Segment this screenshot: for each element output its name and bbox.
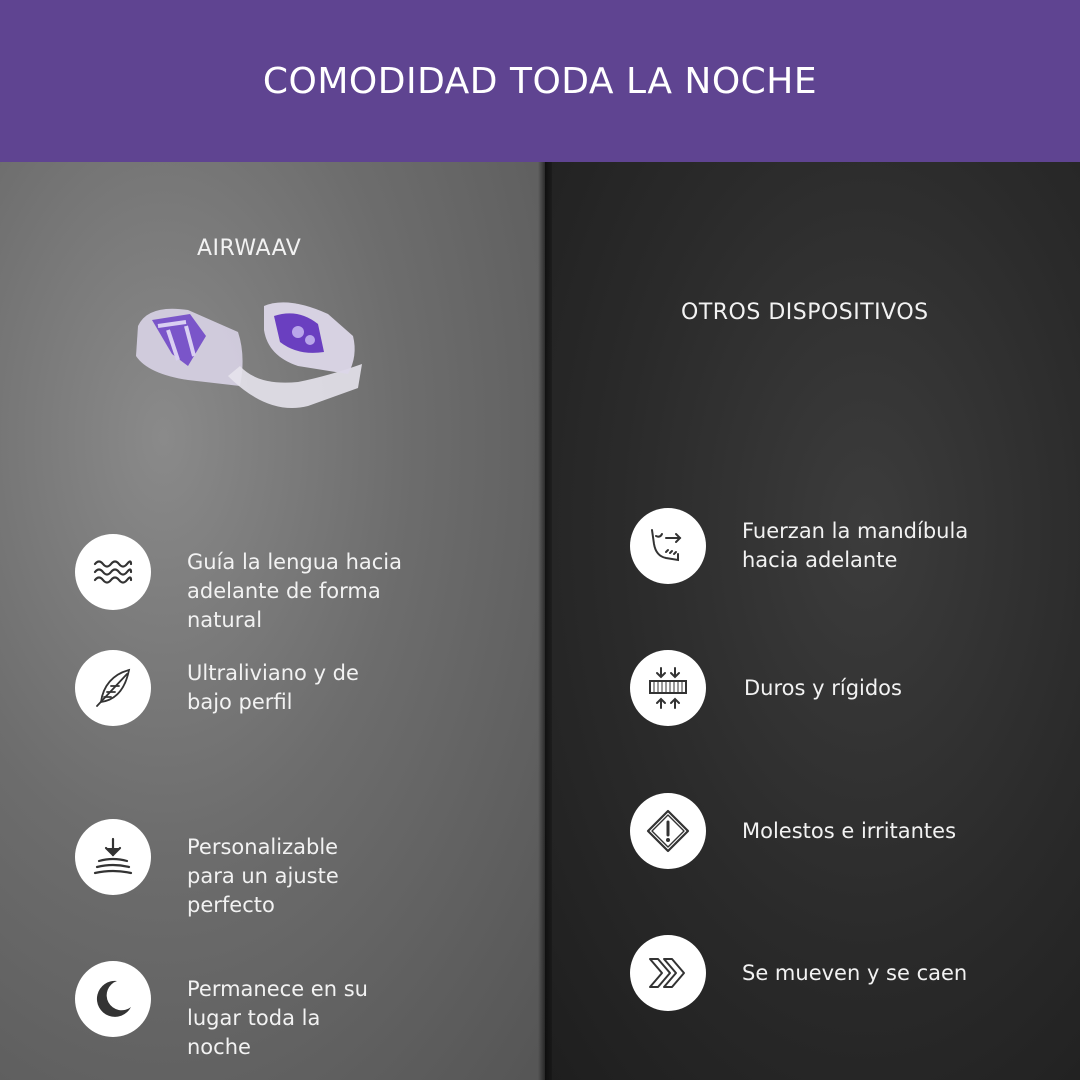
compression-icon (630, 650, 706, 726)
feature-item (75, 650, 387, 726)
other-devices-title: OTROS DISPOSITIVOS (681, 300, 929, 325)
double-chevron-icon (630, 935, 706, 1011)
feature-item (75, 793, 387, 920)
airwaav-device-image (128, 296, 378, 436)
feature-text: Duros y rígidos (744, 675, 902, 700)
feature-text: Ultraliviano y de bajo perfil (187, 661, 359, 714)
feature-item (630, 508, 982, 584)
feature-text: Molestos e irritantes (742, 818, 957, 843)
feature-item (75, 935, 387, 1062)
waves-icon (75, 534, 151, 610)
download-layers-icon (75, 819, 151, 895)
feature-text: Fuerzan la mandíbula hacia adelante (742, 519, 969, 572)
header-banner (0, 0, 1080, 162)
panel-divider (538, 162, 552, 1080)
moon-icon (75, 961, 151, 1037)
jaw-forward-icon (630, 508, 706, 584)
feature-text: Personalizable para un ajuste perfecto (187, 835, 339, 917)
feature-item (630, 793, 1002, 869)
airwaav-title: AIRWAAV (197, 236, 302, 261)
feature-text: Se mueven y se caen (742, 960, 968, 985)
feature-item (630, 935, 1002, 1011)
feature-item (630, 650, 984, 726)
feather-icon (75, 650, 151, 726)
feature-text: Guía la lengua hacia adelante de forma natural (187, 550, 403, 632)
feature-item (75, 508, 427, 635)
feature-text: Permanece en su lugar toda la noche (187, 977, 368, 1059)
page-title: COMODIDAD TODA LA NOCHE (262, 60, 818, 102)
warning-diamond-icon (630, 793, 706, 869)
